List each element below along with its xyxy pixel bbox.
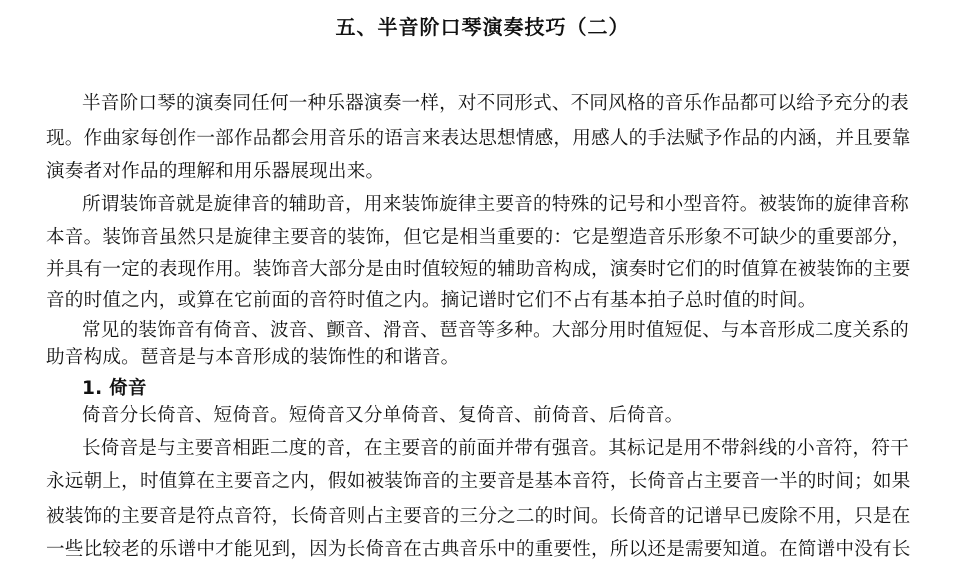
page-title: 五、半音阶口琴演奏技巧（二） [335, 15, 630, 39]
paragraph-line: 本音。装饰音虽然只是旋律主要音的装饰，但它是相当重要的：它是塑造音乐形象不可缺少的重要部分， [46, 227, 911, 248]
paragraph-line: 并具有一定的表现作用。装饰音大部分是由时值较短的辅助音构成，演奏时它们的时值算在被装饰的主要 [46, 259, 911, 280]
paragraph-line: 一些比较老的乐谱中才能见到，因为长倚音在古典音乐中的重要性，所以还是需要知道。在简谱中没有长 [46, 539, 911, 560]
paragraph-line: 所谓装饰音就是旋律音的辅助音，用来装饰旋律主要音的特殊的记号和小型音符。被装饰的旋律音称 [82, 194, 909, 215]
paragraph-line: 倚音分长倚音、短倚音。短倚音又分单倚音、复倚音、前倚音、后倚音。 [82, 405, 684, 426]
paragraph-line: 永远朝上，时值算在主要音之内，假如被装饰音的主要音是基本音符，长倚音占主要音一半的时间；如果 [46, 471, 911, 492]
paragraph-line: 半音阶口琴的演奏同任何一种乐器演奏一样，对不同形式、不同风格的音乐作品都可以给予充分的表 [82, 93, 909, 114]
paragraph-line: 音的时值之内，或算在它前面的音符时值之内。摘记谱时它们不占有基本拍子总时值的时间。 [46, 290, 817, 311]
paragraph-line: 现。作曲家每创作一部作品都会用音乐的语言来表达思想情感，用感人的手法赋予作品的内涵，并且要靠 [46, 128, 911, 149]
paragraph-line: 被装饰的主要音是符点音符，长倚音则占主要音的三分之二的时间。长倚音的记谱早已废除不用，只是在 [46, 506, 911, 527]
section-heading: 1. 倚音 [82, 378, 147, 399]
paragraph-line: 助音构成。琶音是与本音形成的装饰性的和谐音。 [46, 347, 460, 368]
paragraph-line: 长倚音是与主要音相距二度的音，在主要音的前面并带有强音。其标记是用不带斜线的小音符，符干 [82, 438, 909, 459]
paragraph-line: 演奏者对作品的理解和用乐器展现出来。 [46, 161, 385, 182]
paragraph-line: 常见的装饰音有倚音、波音、颤音、滑音、琶音等多种。大部分用时值短促、与本音形成二度关系的 [82, 320, 909, 341]
